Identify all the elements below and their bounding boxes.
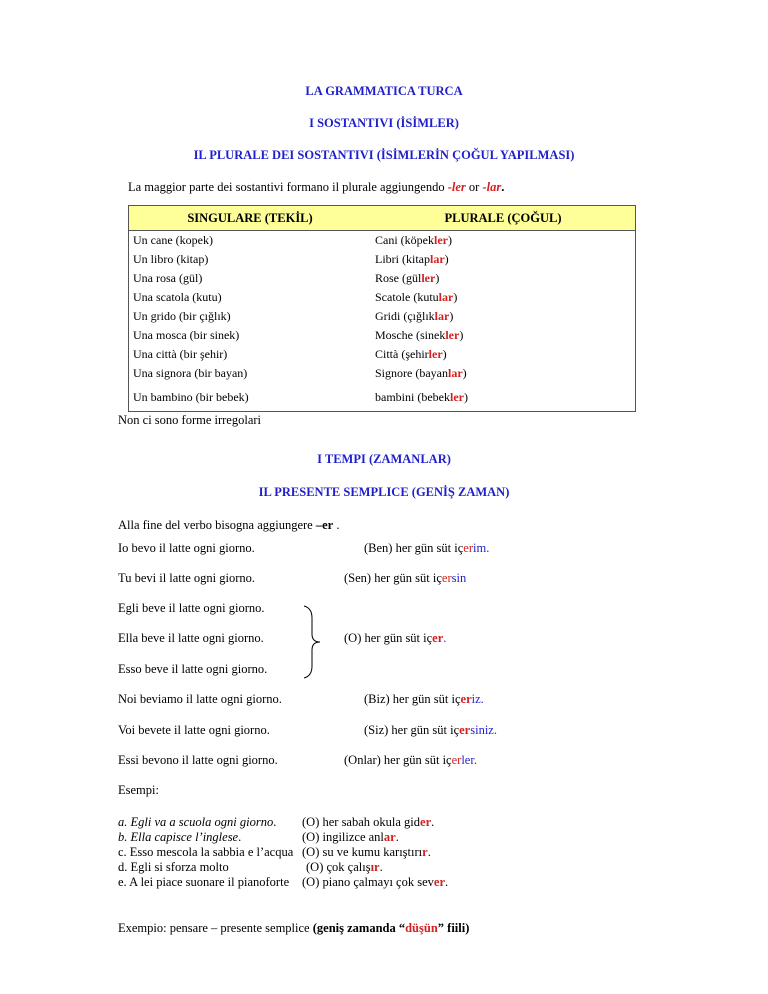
plural-end: ): [459, 328, 464, 342]
plural-suffix: lar: [447, 366, 463, 380]
example-a-end: .: [431, 815, 435, 829]
example-b-dot: .: [238, 830, 242, 844]
conj-ben-end: im.: [473, 541, 490, 555]
plural-suffix: lar: [438, 290, 454, 304]
cell-plural: [371, 231, 636, 251]
example-a-tr: [302, 815, 434, 830]
conj-ben-stem: (Ben) her gün süt iç: [364, 541, 464, 555]
example-d-end: .: [379, 860, 383, 874]
no-irregular-note: Non ci sono forme irregolari: [118, 413, 262, 427]
example-d-tr: [306, 860, 383, 875]
plural-end: ): [444, 252, 449, 266]
conj-biz-end: iz.: [471, 692, 484, 706]
cell-plural: [371, 364, 636, 383]
intro-end: .: [501, 180, 505, 194]
conj-o-stem: (O) her gün süt iç: [344, 631, 433, 645]
conj-biz: [364, 692, 484, 707]
example-d-suffix: ır: [370, 860, 380, 874]
conj-o-end: .: [443, 631, 447, 645]
example-b-stem: (O) ingilizce anl: [302, 830, 384, 844]
intro-or: or: [465, 180, 483, 194]
table-row: [129, 383, 636, 412]
cell-plural: [371, 383, 636, 412]
conj-siz-stem: (Siz) her gün süt iç: [364, 723, 460, 737]
plural-end: ): [442, 347, 447, 361]
plural-stem: Gridi (çığlık: [375, 309, 435, 323]
conj-egli: Egli beve il latte ogni giorno.: [118, 601, 265, 615]
conj-biz-er: er: [460, 692, 472, 706]
table-row: [129, 345, 636, 364]
cell-singular: Un libro (kitap): [133, 252, 209, 266]
plural-stem: Città (şehir: [375, 347, 429, 361]
cell-singular: Una rosa (gül): [133, 271, 203, 285]
example-e-stem: (O) piano çalmayı çok sev: [302, 875, 434, 889]
conj-sen-end: sin: [451, 571, 467, 585]
cell-plural: [371, 307, 636, 326]
cell-plural: [371, 250, 636, 269]
cell-singular: Una scatola (kutu): [133, 290, 222, 304]
example-pensare-bold-start: (geniş zamanda “: [312, 921, 406, 935]
intro-text: La maggior parte dei sostantivi formano il plurale aggiungendo: [128, 180, 448, 194]
plural-end: ): [435, 271, 440, 285]
plural-stem: bambini (bebek: [375, 389, 450, 404]
conj-biz-stem: (Biz) her gün süt iç: [364, 692, 461, 706]
conj-o-er: er: [432, 631, 444, 645]
plural-stem: Mosche (sinek: [375, 328, 446, 342]
example-a-suffix: er: [420, 815, 432, 829]
table-row: [129, 231, 636, 251]
verb-rule-suffix: –er: [315, 518, 334, 532]
conj-o: [344, 631, 446, 646]
example-e: e. A lei piace suonare il pianoforte: [118, 875, 290, 889]
table-row: [129, 364, 636, 383]
example-b-tr: [302, 830, 399, 845]
plural-suffix: ler: [421, 271, 436, 285]
section2-title: I TEMPI (ZAMANLAR): [317, 452, 451, 466]
example-c-suffix: r: [422, 845, 428, 859]
section2-subtitle: IL PRESENTE SEMPLICE (GENİŞ ZAMAN): [258, 485, 510, 499]
conj-sen-stem: (Sen) her gün süt iç: [344, 571, 442, 585]
example-e-suffix: er: [433, 875, 446, 889]
conj-ben: [364, 541, 489, 556]
plural-suffix: ler: [428, 347, 443, 361]
conj-siz: [364, 723, 497, 738]
section1-title: I SOSTANTIVI (İSİMLER): [309, 116, 459, 130]
example-c: c. Esso mescola la sabbia e l’acqua: [118, 845, 294, 859]
cell-singular: Un cane (kopek): [133, 233, 213, 247]
example-e-end: .: [445, 875, 449, 889]
section1-subtitle: IL PLURALE DEI SOSTANTIVI (İSİMLERİN ÇOĞUL YAPILMASI): [193, 148, 575, 162]
brace-icon: [300, 604, 324, 680]
example-d: d. Egli si sforza molto: [118, 860, 229, 874]
example-a-it: a. Egli va a scuola ogni giorno: [118, 815, 274, 829]
plural-stem: Signore (bayan: [375, 366, 448, 380]
plural-stem: Libri (kitap: [375, 252, 430, 266]
plural-end: ): [453, 290, 458, 304]
conj-noi: Noi beviamo il latte ogni giorno.: [118, 692, 282, 706]
examples-label: Esempi:: [118, 783, 159, 797]
conj-tu: Tu bevi il latte ogni giorno.: [118, 571, 256, 585]
conj-onlar-stem: (Onlar) her gün süt iç: [344, 753, 452, 767]
header-plural: PLURALE (ÇOĞUL): [371, 206, 636, 231]
example-pensare-word: düşün: [405, 921, 438, 935]
plural-suffix: ler: [449, 389, 464, 404]
plural-end: ): [449, 309, 454, 323]
conj-siz-er: er: [459, 723, 471, 737]
plural-stem: Scatole (kutu: [375, 290, 439, 304]
verb-rule-text: Alla fine del verbo bisogna aggiungere: [118, 518, 316, 532]
example-pensare: [118, 921, 469, 936]
cell-singular: Una signora (bir bayan): [133, 366, 248, 380]
intro-paragraph: [128, 180, 504, 195]
example-c-tr: [302, 845, 431, 860]
example-pensare-text: Exempio: pensare – presente semplice: [118, 921, 313, 935]
cell-plural: [371, 345, 636, 364]
conj-sen-er: er: [441, 571, 452, 585]
example-b-end: .: [395, 830, 399, 844]
table-row: [129, 269, 636, 288]
verb-rule: [118, 518, 339, 533]
verb-rule-end: .: [333, 518, 340, 532]
plural-end: ): [462, 366, 467, 380]
cell-singular: Una città (bir şehir): [133, 347, 228, 361]
suffix-lar: -lar: [482, 180, 502, 194]
plural-stem: Cani (köpek: [375, 233, 434, 247]
example-a-stem: (O) her sabah okula gid: [302, 815, 421, 829]
conj-onlar-end: ler.: [461, 753, 477, 767]
table-body: [129, 231, 636, 412]
cell-singular: Un bambino (bir bebek): [133, 389, 249, 404]
plural-end: ): [463, 389, 468, 404]
suffix-ler: -ler: [447, 180, 466, 194]
example-b-it: b. Ella capisce l’inglese: [118, 830, 239, 844]
cell-singular: Una mosca (bir sinek): [133, 328, 240, 342]
conj-onlar: [344, 753, 477, 768]
plural-stem: Rose (gül: [375, 271, 422, 285]
table-row: [129, 250, 636, 269]
example-c-stem: (O) su ve kumu karıştırı: [302, 845, 423, 859]
example-b: [118, 830, 241, 845]
example-a: [118, 815, 276, 830]
conj-ben-er: er: [463, 541, 473, 555]
document-title: LA GRAMMATICA TURCA: [305, 84, 463, 98]
table-header-row: [129, 206, 636, 231]
plural-suffix: lar: [434, 309, 450, 323]
example-e-tr: [302, 875, 448, 890]
conj-onlar-er: er: [451, 753, 462, 767]
plural-suffix: ler: [445, 328, 460, 342]
plural-suffix: lar: [429, 252, 445, 266]
conj-siz-end: siniz.: [470, 723, 497, 737]
plural-suffix: ler: [434, 233, 448, 247]
cell-singular: Un grido (bir çığlık): [133, 309, 231, 323]
conj-essi: Essi bevono il latte ogni giorno.: [118, 753, 278, 767]
plural-table: [128, 205, 636, 412]
plural-end: ): [448, 233, 452, 247]
cell-plural: [371, 269, 636, 288]
conj-io: Io bevo il latte ogni giorno.: [118, 541, 255, 555]
header-singular: SINGULARE (TEKİL): [129, 206, 372, 231]
conj-sen: [344, 571, 466, 586]
conj-esso: Esso beve il latte ogni giorno.: [118, 662, 268, 676]
example-a-dot: .: [273, 815, 277, 829]
example-c-end: .: [427, 845, 431, 859]
cell-plural: [371, 288, 636, 307]
conj-voi: Voi bevete il latte ogni giorno.: [118, 723, 270, 737]
table-row: [129, 307, 636, 326]
cell-plural: [371, 326, 636, 345]
conj-ella: Ella beve il latte ogni giorno.: [118, 631, 264, 645]
example-b-suffix: ar: [383, 830, 396, 844]
table-row: [129, 288, 636, 307]
example-pensare-bold-end: ” fiili): [437, 921, 470, 935]
example-d-stem: (O) çok çalış: [306, 860, 371, 874]
table-row: [129, 326, 636, 345]
